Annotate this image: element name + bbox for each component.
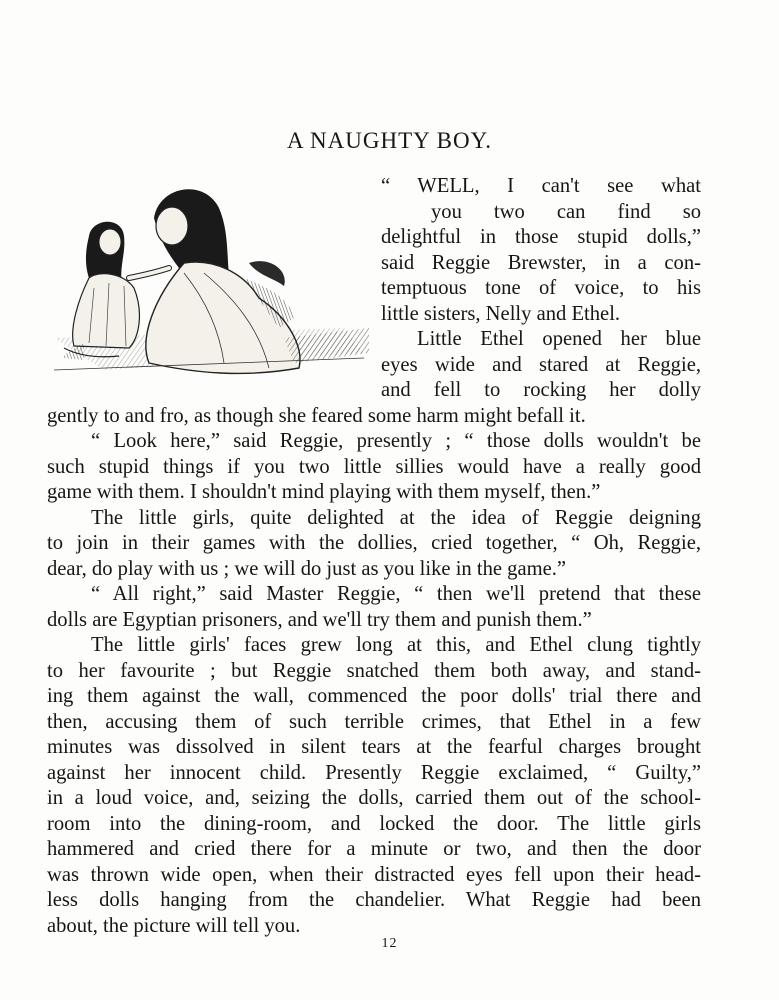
text-line: to join in their games with the dollies, cried together, “ Oh, Reggie, bbox=[47, 532, 701, 554]
text-line: gently to and fro, as though she feared some harm might befall it. bbox=[47, 404, 586, 427]
text-line: delightful in those stupid dolls,” bbox=[381, 226, 701, 248]
text-line: The little girls' faces grew long at this, and Ethel clung tightly bbox=[91, 634, 701, 656]
text-line: ing them against the wall, commenced the poor dolls' trial there and bbox=[47, 685, 701, 707]
text-line: minutes was dissolved in silent tears at the fearful charges brought bbox=[47, 736, 701, 758]
page-number: 12 bbox=[381, 936, 398, 951]
text-line: about, the picture will tell you. bbox=[47, 914, 301, 937]
text-line: little sisters, Nelly and Ethel. bbox=[381, 302, 621, 325]
text-line: you two can find so bbox=[431, 200, 701, 223]
text-line: temptuous tone of voice, to his bbox=[381, 277, 701, 299]
text-line: The little girls, quite delighted at the idea of Reggie deigning bbox=[91, 506, 701, 529]
text-line: less dolls hanging from the chandelier. What Reggie had been bbox=[47, 889, 701, 911]
text-line: Little Ethel opened her blue bbox=[417, 328, 701, 350]
text-line: dolls are Egyptian prisoners, and we'll try them and punish them.” bbox=[47, 608, 592, 631]
text-line: dear, do play with us ; we will do just as you like in the game.” bbox=[47, 557, 567, 580]
text-line: and fell to rocking her dolly bbox=[381, 379, 701, 401]
text-line: to her favourite ; but Reggie snatched them both away, and stand- bbox=[47, 659, 701, 682]
text-line: said Reggie Brewster, in a con- bbox=[381, 251, 701, 274]
text-line: game with them. I shouldn't mind playing with them myself, then.” bbox=[47, 481, 601, 503]
text-line: such stupid things if you two little sillies would have a really good bbox=[47, 455, 701, 478]
text-line: against her innocent child. Presently Reggie exclaimed, “ Guilty,” bbox=[47, 761, 701, 784]
body-text bbox=[47, 174, 701, 939]
text-line: “ Look here,” said Reggie, presently ; “ those dolls wouldn't be bbox=[91, 430, 701, 452]
text-line: “ WELL, I can't see what bbox=[381, 175, 701, 197]
text-line: then, accusing them of such terrible crimes, that Ethel in a few bbox=[47, 710, 701, 733]
text-line: “ All right,” said Master Reggie, “ then we'll pretend that these bbox=[91, 583, 701, 605]
chapter-title: A NAUGHTY BOY. bbox=[286, 128, 493, 153]
text-line: eyes wide and stared at Reggie, bbox=[381, 353, 701, 376]
text-line: room into the dining-room, and locked the door. The little girls bbox=[47, 812, 701, 835]
text-line: in a loud voice, and, seizing the dolls, carried them out of the school- bbox=[47, 787, 701, 809]
text-line: hammered and cried there for a minute or two, and then the door bbox=[47, 838, 701, 860]
text-line: was thrown wide open, when their distracted eyes fell upon their head- bbox=[47, 863, 701, 886]
